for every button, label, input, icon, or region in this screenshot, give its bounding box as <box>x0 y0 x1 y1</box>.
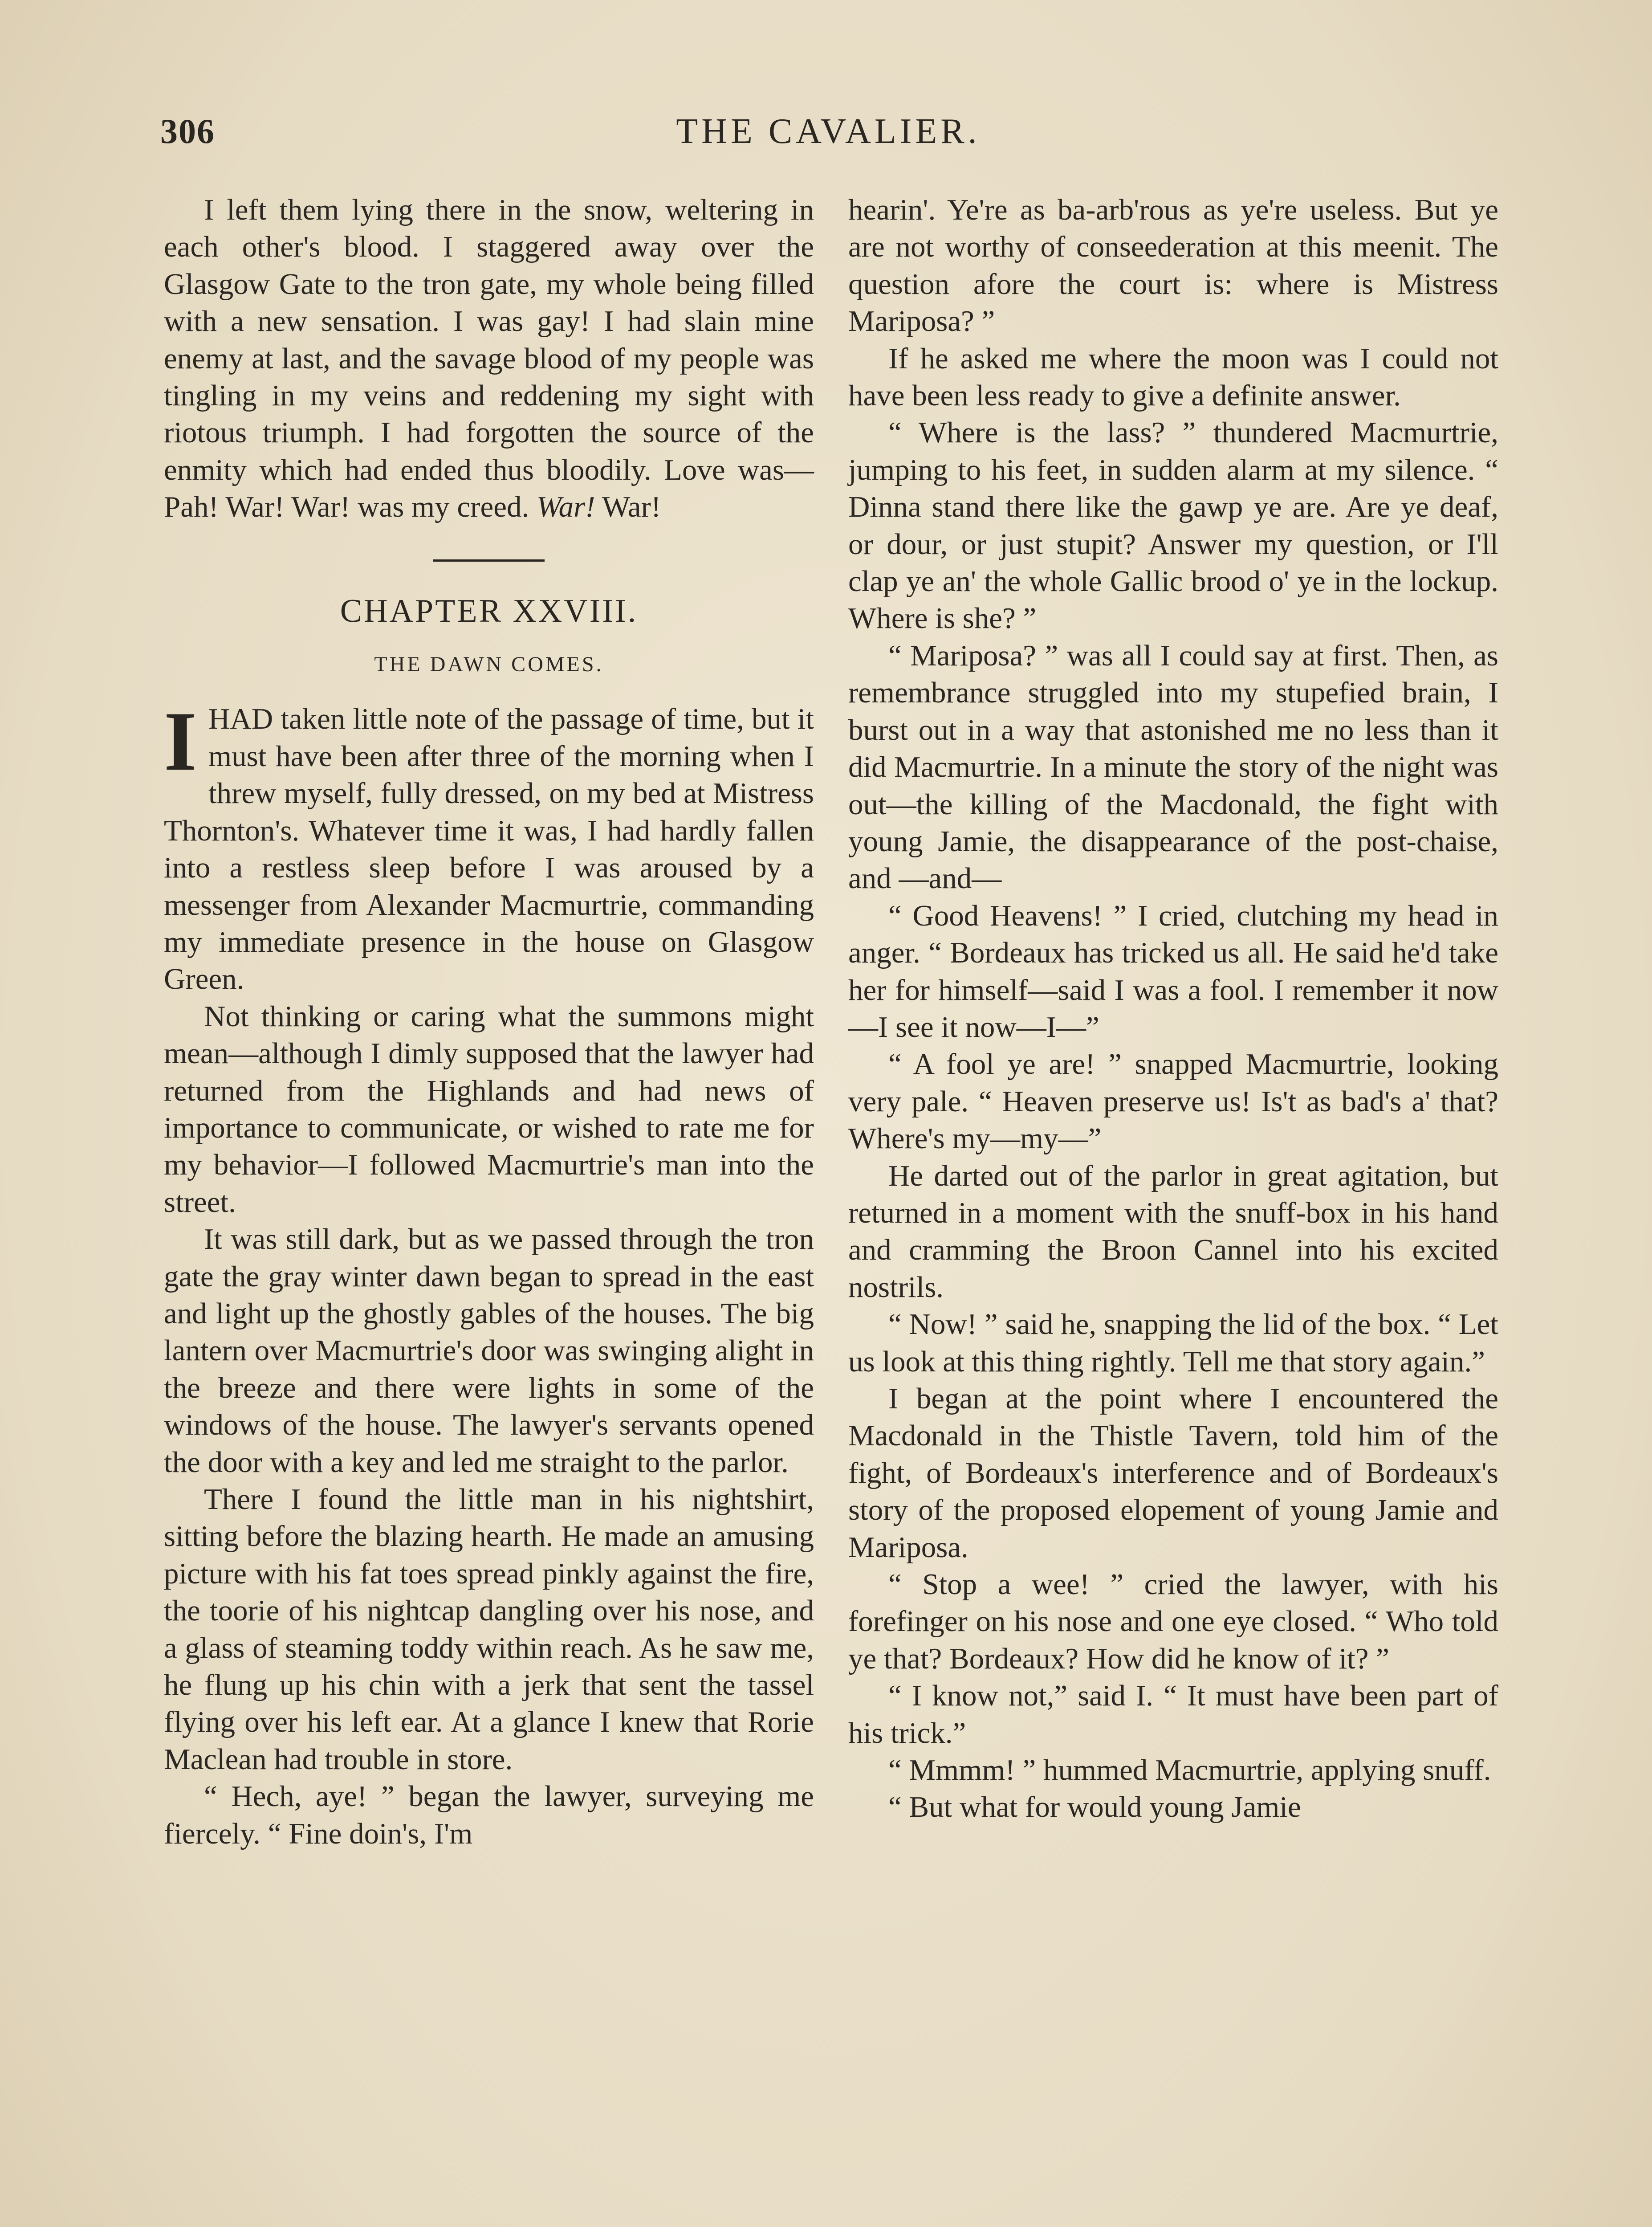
paragraph: “ Stop a wee! ” cried the lawyer, with his forefinger on his nose and one eye closed. “ Who told ye that? Bordeaux? How did he know of it? ” <box>848 1568 1498 1675</box>
opening-paragraph: IHAD taken little note of the passage of time, but it must have been after three of the morning when I threw myself, fully dressed, on my bed at Mistress Thornton's. Whatever time it was, I had hardly fallen into a restless sleep before I was aroused by a messenger from Alexander Macmurtrie, commanding my immediate presence in the house on Glasgow Green. <box>164 695 814 996</box>
page-header <box>160 111 1496 165</box>
paragraph: It was still dark, but as we passed through the tron gate the gray winter dawn began to spread in the east and light up the ghostly gables of the houses. The big lantern over Macmurtrie's door was swinging alight in the breeze and there were lights in some of the windows of the house. The lawyer's servants opened the door with a key and led me straight to the parlor. <box>164 1223 814 1479</box>
paragraph: “ Mariposa? ” was all I could say at first. Then, as remembrance struggled into my stupefied brain, I burst out in a way that astonished me no less than it did Macmurtrie. In a minute the story of the night was out—the killing of the Macdonald, the fight with young Jamie, the disappearance of the post-chaise, and —and— <box>848 639 1498 895</box>
emphasis-text: War! <box>536 490 595 524</box>
paragraph: “ Hech, aye! ” began the lawyer, surveying me fiercely. “ Fine doin's, I'm <box>164 1780 814 1850</box>
drop-cap: I <box>164 695 197 789</box>
paragraph: “ Good Heavens! ” I cried, clutching my head in anger. “ Bordeaux has tricked us all. He said he'd take her for himself—said I was a fool. I remember it now—I see it now—I—” <box>848 899 1498 1044</box>
paragraph: “ But what for would young Jamie <box>888 1791 1301 1824</box>
paragraph: “ Mmmm! ” hummed Macmurtrie, applying snuff. <box>888 1754 1491 1787</box>
paragraph: He darted out of the parlor in great agitation, but returned in a moment with the snuff-box in his hand and cramming the Broon Cannel into his excited nostrils. <box>848 1159 1498 1304</box>
left-column <box>164 192 814 1852</box>
paragraph: I began at the point where I encountered the Macdonald in the Thistle Tavern, told him of the fight, of Bordeaux's interference and of Bordeaux's story of the proposed elopement of young Jamie and Mariposa. <box>848 1382 1498 1564</box>
section-divider <box>433 559 545 562</box>
chapter-subtitle: THE DAWN COMES. <box>374 653 604 677</box>
chapter-title: CHAPTER XXVIII. <box>340 592 638 629</box>
paragraph-continued: hearin'. Ye're as ba-arb'rous as ye're useless. But ye are not worthy of conseederation at this meenit. The question afore the court is: where is Mistress Mariposa? ” <box>848 193 1498 338</box>
paragraph: I left them lying there in the snow, weltering in each other's blood. I staggered away over the Glasgow Gate to the tron gate, my whole being filled with a new sensation. I was gay! I had slain mine enemy at last, and the savage blood of my people was tingling in my veins and reddening my sight with riotous triumph. I had forgotten the source of the enmity which had ended thus bloodily. Love was— Pah! War! War! was my creed. War! War! <box>164 193 814 524</box>
running-title: THE CAVALIER. <box>676 112 981 151</box>
paragraph: “ A fool ye are! ” snapped Macmurtrie, looking very pale. “ Heaven preserve us! Is't as bad's a' that? Where's my—my—” <box>848 1048 1498 1155</box>
paragraph: “ I know not,” said I. “ It must have been part of his trick.” <box>848 1679 1498 1750</box>
paragraph: If he asked me where the moon was I could not have been less ready to give a definite answer. <box>848 342 1498 412</box>
page-number: 306 <box>160 112 215 151</box>
paragraph: “ Where is the lass? ” thundered Macmurtrie, jumping to his feet, in sudden alarm at my silence. “ Dinna stand there like the gawp ye are. Are ye deaf, or dour, or just stupit? Answer my question, or I'll clap ye an' the whole Gallic brood o' ye in the lockup. Where is she? ” <box>848 416 1498 635</box>
paragraph: Not thinking or caring what the summons might mean—although I dimly supposed that the lawyer had returned from the Highlands and had news of importance to communicate, or wished to rate me for my behavior—I followed Macmurtrie's man into the street. <box>164 999 814 1219</box>
paragraph: “ Now! ” said he, snapping the lid of the box. “ Let us look at this thing rightly. Tell me that story again.” <box>848 1308 1498 1378</box>
right-column <box>848 192 1498 1826</box>
paragraph: There I found the little man in his nightshirt, sitting before the blazing hearth. He made an amusing picture with his fat toes spread pinkly against the fire, the toorie of his nightcap dangling over his nose, and a glass of steaming toddy within reach. As he saw me, he flung up his chin with a jerk that sent the tassel flying over his left ear. At a glance I knew that Rorie Maclean had trouble in store. <box>164 1483 814 1776</box>
